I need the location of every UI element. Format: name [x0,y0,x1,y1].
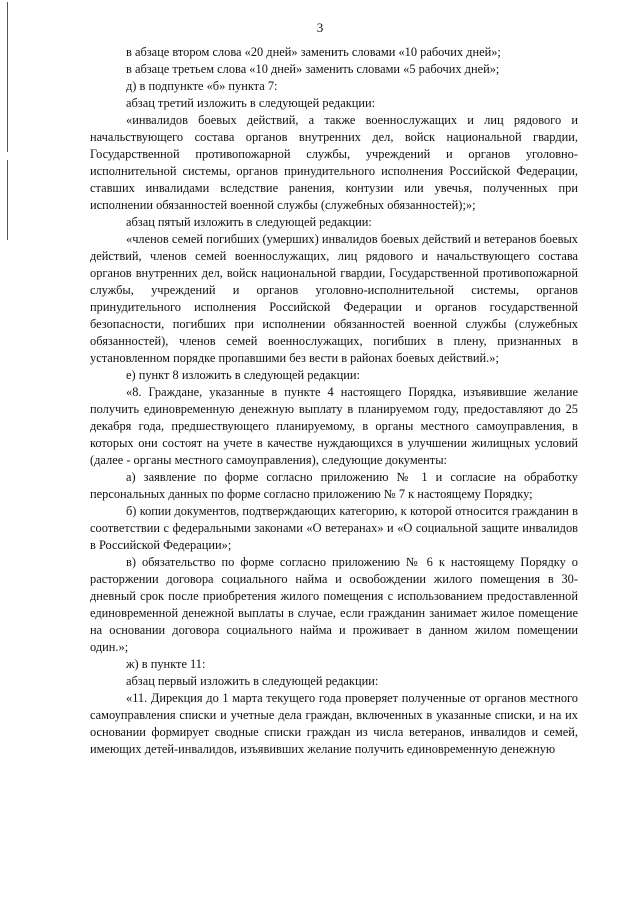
document-body [90,44,578,758]
paragraph: «8. Граждане, указанные в пункте 4 настоящего Порядка, изъявившие желание получить единовременную денежную выплату в планируемом году, предоставляют до 25 декабря года, предшествующего планируемому, в органы местного самоуправления, в которых они состоят на учете в качестве нуждающихся в улучшении жилищных условий (далее - органы местного самоуправления), следующие документы: [90,385,578,467]
paragraph: абзац третий изложить в следующей редакции: [126,96,376,110]
paragraph: «членов семей погибших (умерших) инвалидов боевых действий и ветеранов боевых действий, членов семей военнослужащих, лиц рядового и начальствующего состава органов внутренних дел, войск национальной гвардии, Государственной противопожарной службы, учреждений и органов уголовно-исполнительной системы, органов принудительного исполнения Российской Федерации и органов государственной безопасности, погибших при исполнении обязанностей военной службы (служебных обязанностей), членов семей военнослужащих, погибших в плену, признанных в установленном порядке пропавшими без вести в районах боевых действий.»; [90,232,578,365]
paragraph: «11. Дирекция до 1 марта текущего года проверяет полученные от органов местного самоуправления списки и учетные дела граждан, включенных в указанные списки, и на их основании формирует сводные списки граждан из числа ветеранов, инвалидов и семей, имеющих детей-инвалидов, изъявивших желание получить единовременную денежную [90,691,578,756]
paragraph: «инвалидов боевых действий, а также военнослужащих и лиц рядового и начальствующего состава органов внутренних дел, войск национальной гвардии, Государственной противопожарной службы, учреждений и органов уголовно-исполнительной системы, органов принудительного исполнения Российской Федерации, ставших инвалидами вследствие ранения, контузии или увечья, полученных при исполнении обязанностей военной службы (служебных обязанностей);»; [90,113,578,212]
paragraph: ж) в пункте 11: [126,657,206,671]
paragraph: е) пункт 8 изложить в следующей редакции: [126,368,360,382]
paragraph: абзац первый изложить в следующей редакции: [126,674,379,688]
paragraph: в) обязательство по форме согласно приложению № 6 к настоящему Порядку о расторжении договора социального найма и освобождении жилого помещения в 30-дневный срок после приобретения жилого помещения с использованием предоставленной единовременной денежной выплаты в случае, если гражданин занимает жилое помещение на основании договора социального найма и проживает в данном жилом помещении один.»; [90,555,578,654]
paragraph: абзац пятый изложить в следующей редакции: [126,215,372,229]
paragraph: в абзаце третьем слова «10 дней» заменить словами «5 рабочих дней»; [126,62,500,76]
paragraph: б) копии документов, подтверждающих категорию, к которой относится гражданин в соответствии с федеральными законами «О ветеранах» и «О социальной защите инвалидов в Российской Федерации»; [90,504,578,552]
paragraph: а) заявление по форме согласно приложению № 1 и согласие на обработку персональных данных по форме согласно приложению № 7 к настоящему Порядку; [90,470,578,501]
page-number: 3 [316,20,324,35]
paragraph: в абзаце втором слова «20 дней» заменить словами «10 рабочих дней»; [126,45,501,59]
paragraph: д) в подпункте «б» пункта 7: [126,79,278,93]
